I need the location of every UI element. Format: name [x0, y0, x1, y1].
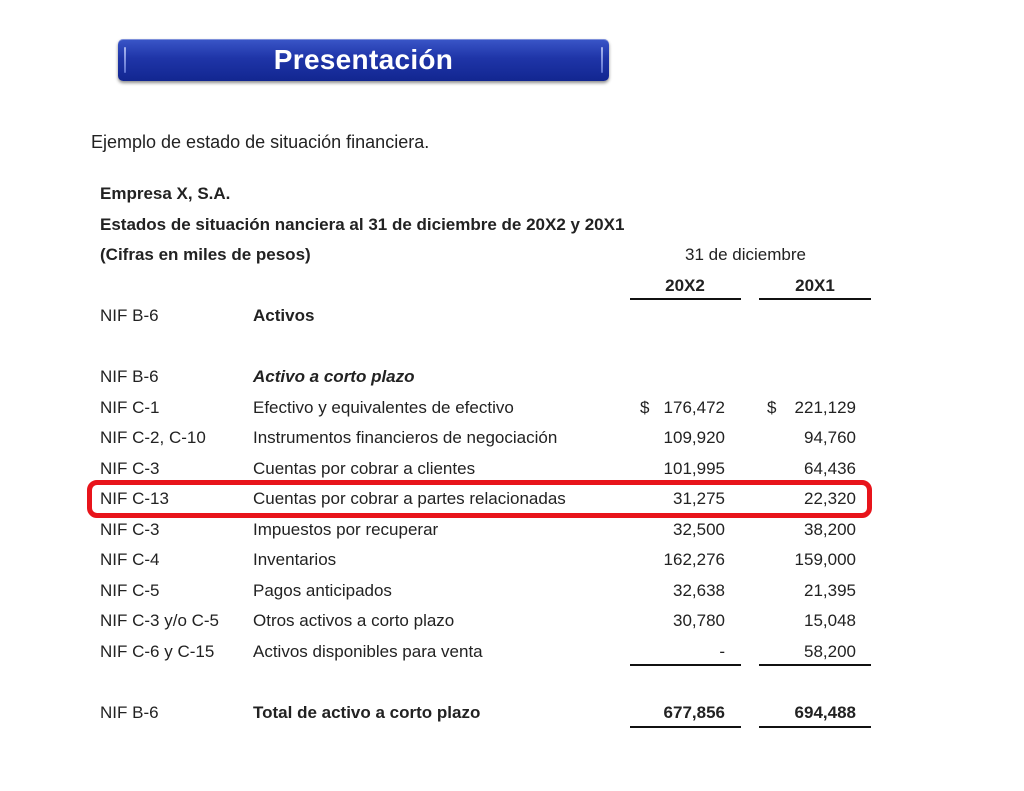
date-header: 31 de diciembre	[685, 245, 806, 264]
value-20x1: 694,488	[794, 703, 856, 722]
concept-label: Total de activo a corto plazo	[253, 703, 481, 722]
subtotal-underline-2	[759, 664, 871, 666]
year-2-underline	[759, 298, 871, 300]
value-20x2: 32,500	[673, 520, 725, 539]
highlight-box	[87, 480, 872, 518]
concept-label: Otros activos a corto plazo	[253, 611, 455, 630]
table-row-total	[0, 703, 1024, 727]
nif-code: NIF C-6 y C-15	[100, 642, 215, 661]
units-note: (Cifras en miles de pesos)	[100, 245, 311, 264]
value-20x1: 15,048	[804, 611, 856, 630]
concept-label: Impuestos por recuperar	[253, 520, 439, 539]
table-row	[0, 550, 1024, 574]
table-row	[0, 581, 1024, 605]
concept-label: Activo a corto plazo	[253, 367, 415, 386]
concept-label: Cuentas por cobrar a partes relacionadas	[253, 489, 566, 508]
total-underline-2	[759, 726, 871, 728]
value-20x2: 31,275	[673, 489, 725, 508]
nif-code: NIF C-2, C-10	[100, 428, 206, 447]
value-20x2: 176,472	[663, 398, 725, 417]
nif-code: NIF B-6	[100, 367, 159, 386]
value-20x1: 159,000	[794, 550, 856, 569]
concept-label: Efectivo y equivalentes de efectivo	[253, 398, 514, 417]
nif-code: NIF C-3	[100, 520, 160, 539]
year-1-underline	[630, 298, 741, 300]
value-20x2: -	[719, 642, 725, 661]
table-row	[0, 642, 1024, 666]
year-column-2: 20X1	[795, 276, 835, 295]
subtotal-underline-1	[630, 664, 741, 666]
value-20x1: 21,395	[804, 581, 856, 600]
nif-code: NIF B-6	[100, 306, 159, 325]
concept-label: Inventarios	[253, 550, 337, 569]
total-underline-1	[630, 726, 741, 728]
nif-code: NIF C-5	[100, 581, 160, 600]
value-20x1: 94,760	[804, 428, 856, 447]
company-name: Empresa X, S.A.	[100, 184, 231, 203]
table-row	[0, 611, 1024, 635]
value-20x2: 101,995	[663, 459, 725, 478]
table-row	[0, 520, 1024, 544]
nif-code: NIF B-6	[100, 703, 159, 722]
concept-label: Activos	[253, 306, 315, 325]
year-column-1: 20X2	[665, 276, 705, 295]
nif-code: NIF C-13	[100, 489, 169, 508]
value-20x1: 22,320	[804, 489, 856, 508]
value-20x1: 58,200	[804, 642, 856, 661]
concept-label: Instrumentos financieros de negociación	[253, 428, 558, 447]
concept-label: Activos disponibles para venta	[253, 642, 483, 661]
nif-code: NIF C-3	[100, 459, 160, 478]
value-20x1: 221,129	[794, 398, 856, 417]
currency-symbol: $	[767, 398, 777, 417]
currency-symbol: $	[640, 398, 650, 417]
table-row	[0, 367, 1024, 391]
value-20x2: 32,638	[673, 581, 725, 600]
nif-code: NIF C-1	[100, 398, 160, 417]
concept-label: Cuentas por cobrar a clientes	[253, 459, 476, 478]
table-row	[0, 306, 1024, 330]
intro-text: Ejemplo de estado de situación financiera.	[91, 132, 430, 152]
table-row	[0, 398, 1024, 422]
value-20x2: 162,276	[663, 550, 725, 569]
nif-code: NIF C-4	[100, 550, 160, 569]
value-20x2: 109,920	[663, 428, 725, 447]
value-20x1: 38,200	[804, 520, 856, 539]
statement-title: Estados de situación nanciera al 31 de diciembre de 20X2 y 20X1	[100, 215, 625, 234]
value-20x2: 30,780	[673, 611, 725, 630]
title-banner	[118, 39, 609, 81]
value-20x2: 677,856	[663, 703, 725, 722]
nif-code: NIF C-3 y/o C-5	[100, 611, 220, 630]
table-row	[0, 428, 1024, 452]
value-20x1: 64,436	[804, 459, 856, 478]
banner-title: Presentación	[273, 44, 454, 75]
concept-label: Pagos anticipados	[253, 581, 392, 600]
